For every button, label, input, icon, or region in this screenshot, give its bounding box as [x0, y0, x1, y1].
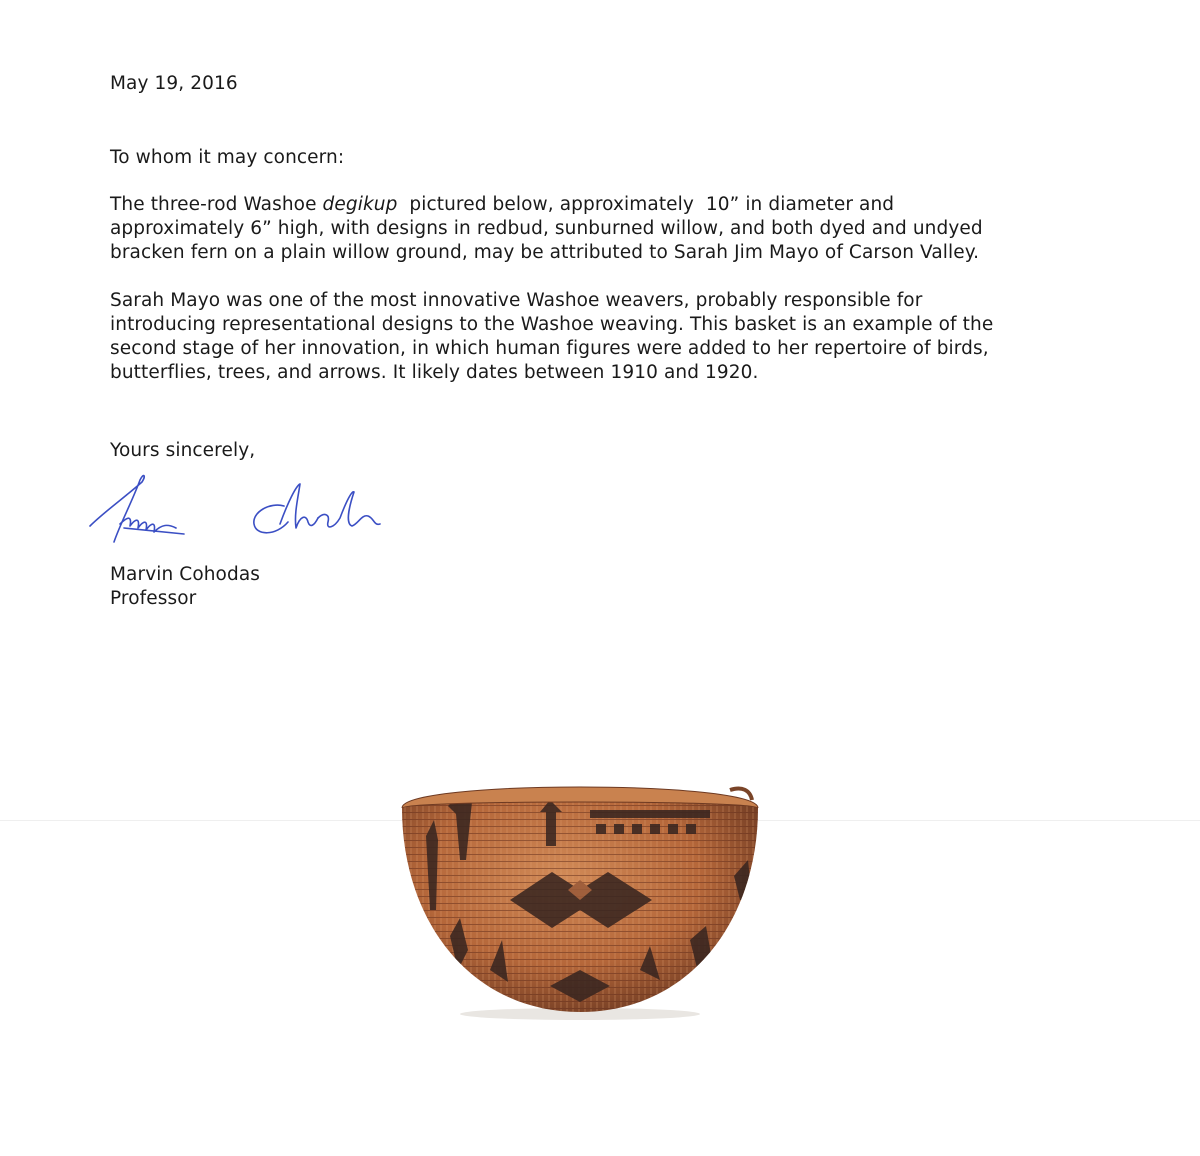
salutation: To whom it may concern: [110, 147, 345, 168]
text-segment: The three-rod Washoe [110, 194, 323, 215]
washoe-basket-photo [390, 750, 770, 1020]
paragraph-line: approximately 6” high, with designs in redbud, sunburned willow, and both dyed and undyed [110, 218, 983, 239]
paragraph-line: butterflies, trees, and arrows. It likely dates between 1910 and 1920. [110, 362, 759, 383]
paragraph-attribution [110, 193, 983, 265]
closing: Yours sincerely, [110, 440, 256, 461]
paragraph-line: introducing representational designs to the Washoe weaving. This basket is an example of the [110, 314, 994, 335]
paragraph-line [110, 193, 983, 217]
paragraph-line: Sarah Mayo was one of the most innovative Washoe weavers, probably responsible for [110, 290, 923, 311]
signer-name: Marvin Cohodas [110, 564, 260, 585]
handwritten-signature [84, 462, 404, 558]
paragraph-line: second stage of her innovation, in which human figures were added to her repertoire of birds, [110, 338, 989, 359]
basket-body [390, 750, 770, 1020]
paragraph-line: bracken fern on a plain willow ground, may be attributed to Sarah Jim Mayo of Carson Valley. [110, 242, 980, 263]
signer-title: Professor [110, 588, 197, 609]
text-segment: pictured below, approximately 10” in diameter and [397, 194, 895, 215]
basket-term: degikup [322, 194, 398, 215]
letter-date: May 19, 2016 [110, 73, 238, 94]
paragraph-history [110, 289, 993, 385]
